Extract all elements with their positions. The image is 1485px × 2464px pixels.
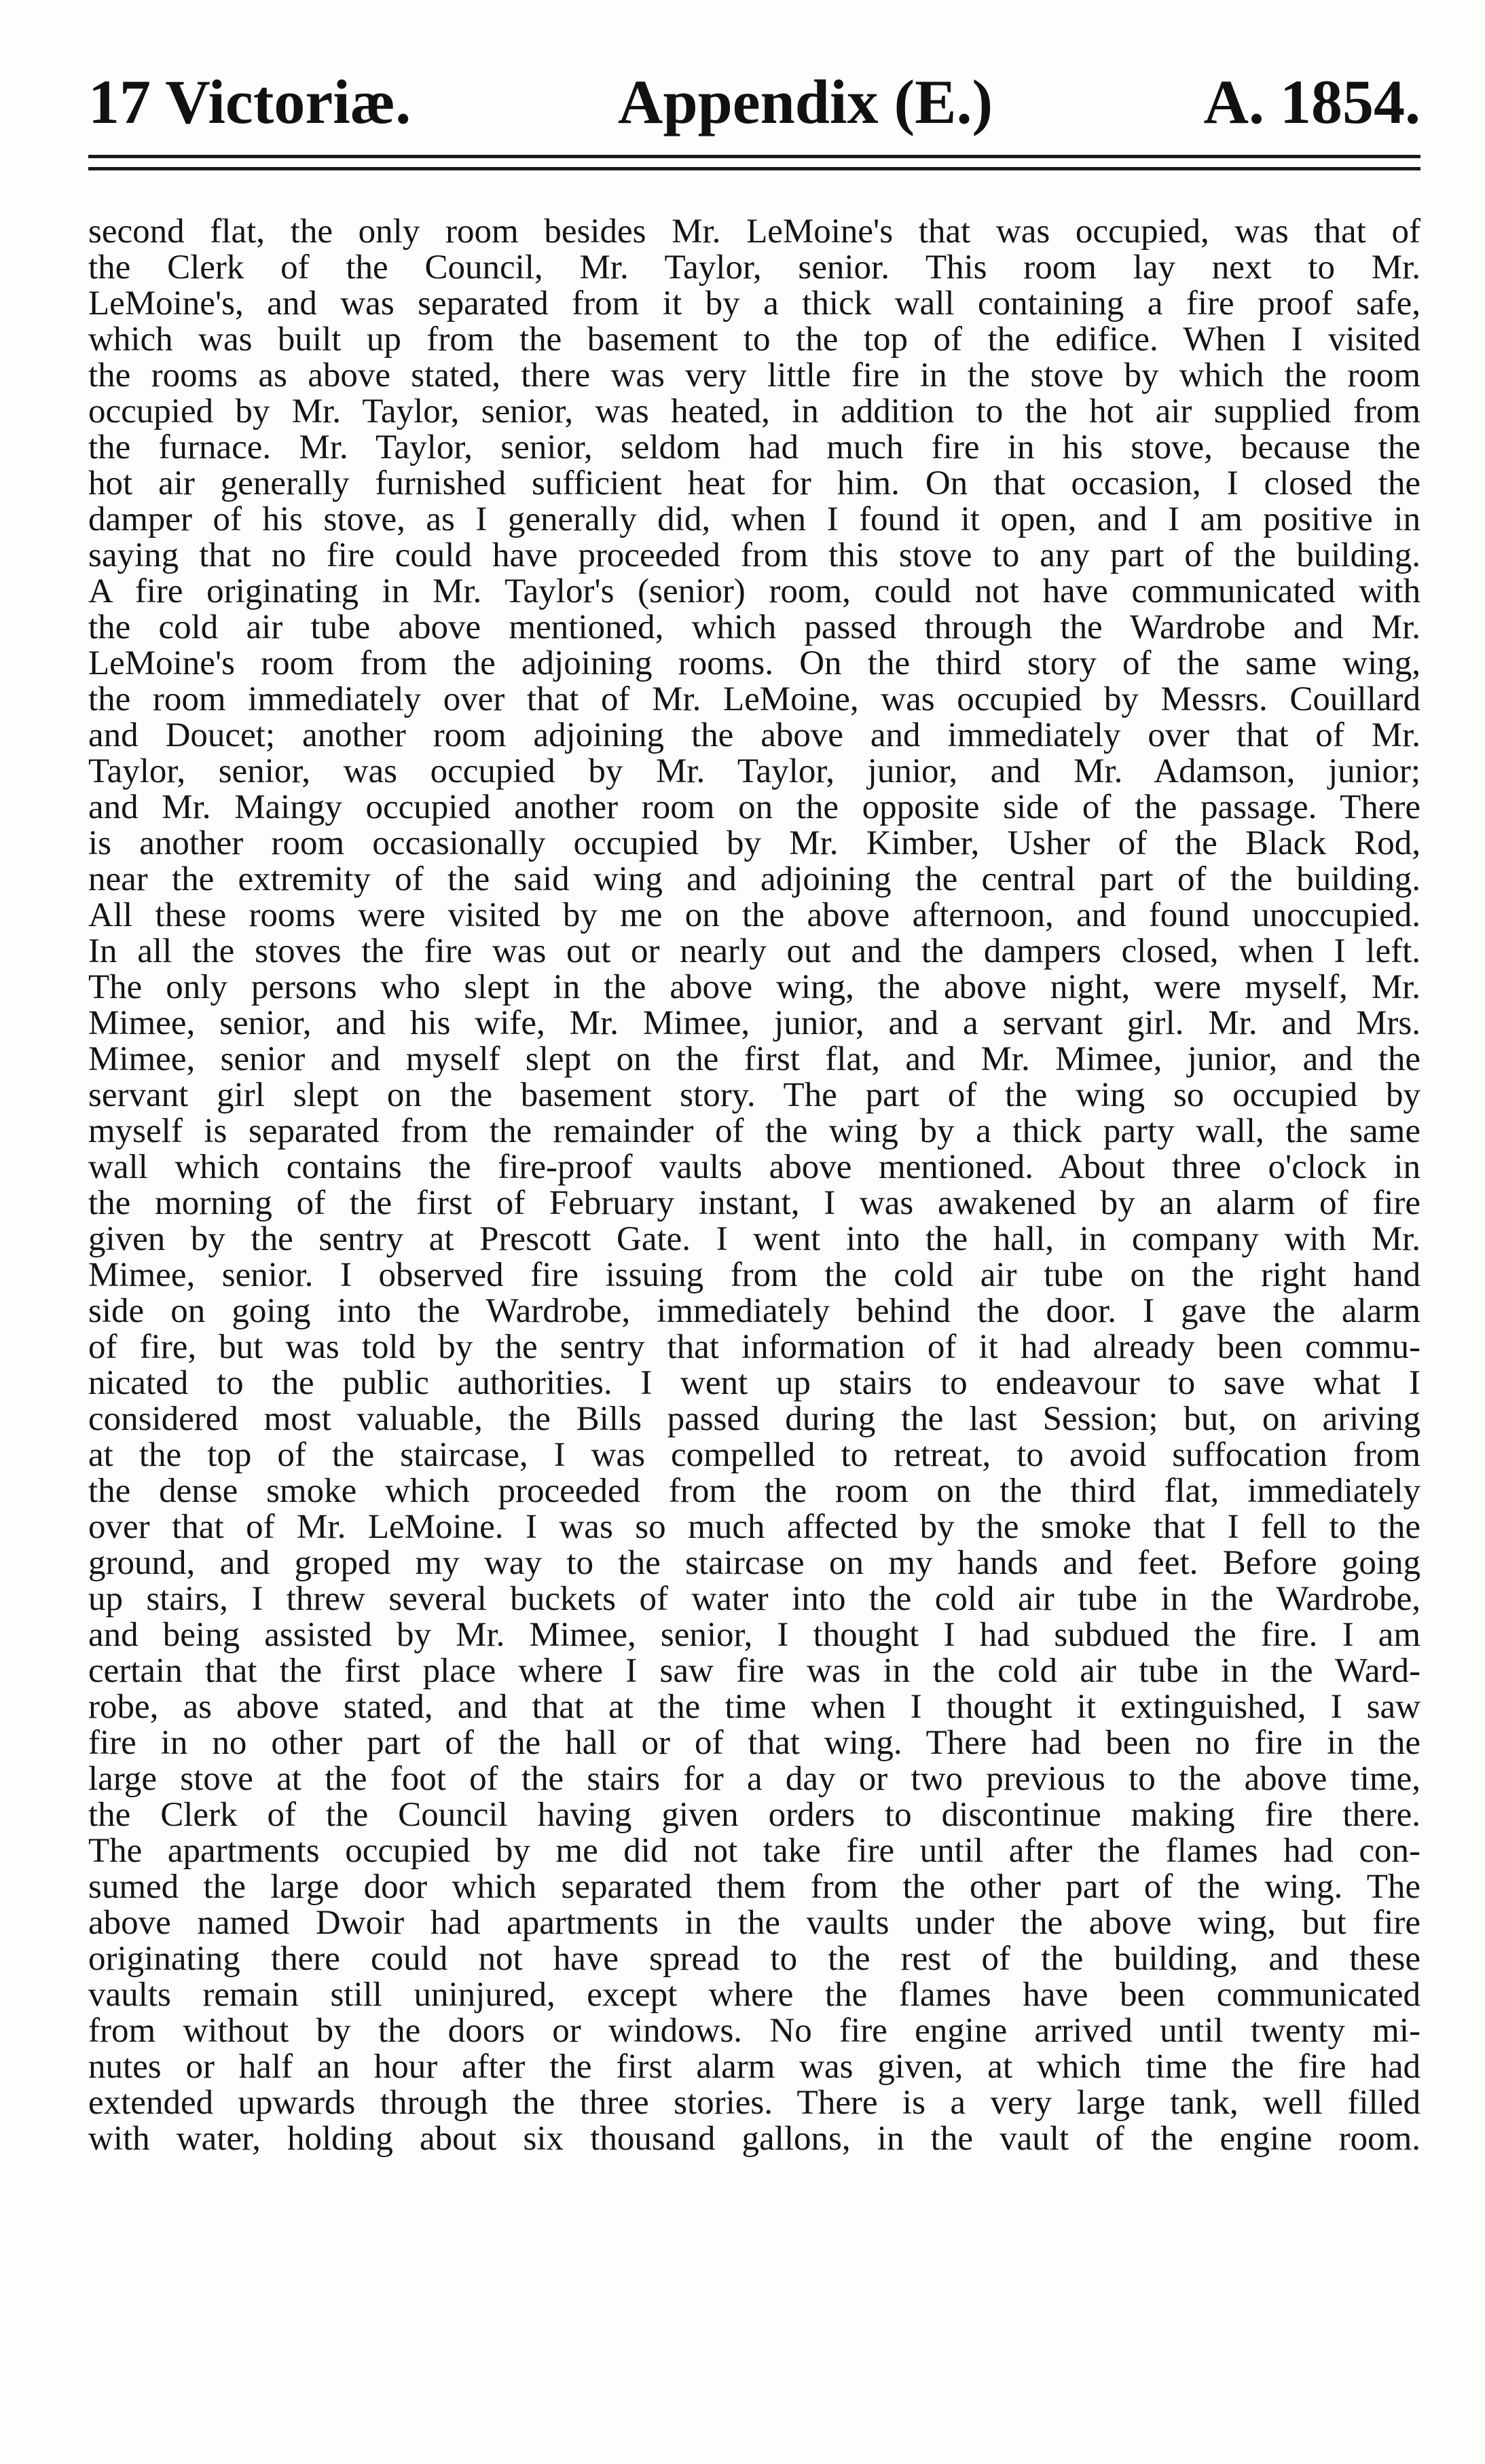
text-line: Mimee, senior and myself slept on the first flat, and Mr. Mimee, junior, and the bbox=[88, 1040, 1420, 1078]
text-line: the cold air tube above mentioned, which passed through the Wardrobe and Mr. bbox=[88, 608, 1420, 646]
header-appendix-title: Appendix (E.) bbox=[618, 67, 993, 136]
text-line: and Mr. Maingy occupied another room on the opposite side of the passage. There bbox=[88, 788, 1420, 826]
text-line: large stove at the foot of the stairs for a day or two previous to the above time, bbox=[88, 1760, 1420, 1798]
text-line: with water, holding about six thousand gallons, in the vault of the engine room. bbox=[88, 2120, 1420, 2158]
text-line: the dense smoke which proceeded from the room on the third flat, immediately bbox=[88, 1472, 1420, 1510]
text-line: Mimee, senior, and his wife, Mr. Mimee, junior, and a servant girl. Mr. and Mrs. bbox=[88, 1004, 1420, 1042]
text-line: myself is separated from the remainder of the wing by a thick party wall, the same bbox=[88, 1112, 1420, 1150]
text-line: of fire, but was told by the sentry that information of it had already been commu- bbox=[88, 1328, 1420, 1366]
text-line: the morning of the first of February instant, I was awakened by an alarm of fire bbox=[88, 1184, 1420, 1222]
text-line: considered most valuable, the Bills passed during the last Session; but, on ariving bbox=[88, 1400, 1420, 1438]
text-line: vaults remain still uninjured, except where the flames have been communicated bbox=[88, 1976, 1420, 2014]
text-line: ground, and groped my way to the staircase on my hands and feet. Before going bbox=[88, 1544, 1420, 1582]
text-line: from without by the doors or windows. No fire engine arrived until twenty mi- bbox=[88, 2012, 1420, 2050]
body-text bbox=[88, 214, 1420, 2157]
text-line: All these rooms were visited by me on the above afternoon, and found unoccupied. bbox=[88, 896, 1420, 934]
running-header bbox=[88, 65, 1420, 139]
text-line: certain that the first place where I saw fire was in the cold air tube in the Ward- bbox=[88, 1652, 1420, 1690]
text-line: which was built up from the basement to the top of the edifice. When I visited bbox=[88, 320, 1420, 358]
text-line: nicated to the public authorities. I went up stairs to endeavour to save what I bbox=[88, 1364, 1420, 1402]
text-line: sumed the large door which separated them from the other part of the wing. The bbox=[88, 1868, 1420, 1906]
text-line: The apartments occupied by me did not take fire until after the flames had con- bbox=[88, 1832, 1420, 1870]
header-rule-top bbox=[88, 155, 1420, 158]
text-line: occupied by Mr. Taylor, senior, was heated, in addition to the hot air supplied from bbox=[88, 392, 1420, 430]
text-line: second flat, the only room besides Mr. LeMoine's that was occupied, was that of bbox=[88, 213, 1420, 251]
text-line: above named Dwoir had apartments in the vaults under the above wing, but fire bbox=[88, 1904, 1420, 1942]
text-line: A fire originating in Mr. Taylor's (senior) room, could not have communicated with bbox=[88, 572, 1420, 610]
text-line: the room immediately over that of Mr. LeMoine, was occupied by Messrs. Couillard bbox=[88, 680, 1420, 718]
text-line: Taylor, senior, was occupied by Mr. Taylor, junior, and Mr. Adamson, junior; bbox=[88, 752, 1420, 790]
text-line: over that of Mr. LeMoine. I was so much affected by the smoke that I fell to the bbox=[88, 1508, 1420, 1546]
text-line: the furnace. Mr. Taylor, senior, seldom had much fire in his stove, because the bbox=[88, 428, 1420, 466]
text-line: nutes or half an hour after the first alarm was given, at which time the fire had bbox=[88, 2048, 1420, 2086]
text-line: The only persons who slept in the above wing, the above night, were myself, Mr. bbox=[88, 968, 1420, 1006]
text-line: given by the sentry at Prescott Gate. I went into the hall, in company with Mr. bbox=[88, 1220, 1420, 1258]
text-line: at the top of the staircase, I was compelled to retreat, to avoid suffocation from bbox=[88, 1436, 1420, 1474]
text-line: hot air generally furnished sufficient heat for him. On that occasion, I closed the bbox=[88, 464, 1420, 502]
text-line: extended upwards through the three stories. There is a very large tank, well filled bbox=[88, 2084, 1420, 2122]
text-line: Mimee, senior. I observed fire issuing from the cold air tube on the right hand bbox=[88, 1256, 1420, 1294]
text-line: the Clerk of the Council, Mr. Taylor, senior. This room lay next to Mr. bbox=[88, 249, 1420, 287]
text-line: and being assisted by Mr. Mimee, senior, I thought I had subdued the fire. I am bbox=[88, 1616, 1420, 1654]
header-year: A. 1854. bbox=[1203, 67, 1420, 136]
text-line: fire in no other part of the hall or of that wing. There had been no fire in the bbox=[88, 1724, 1420, 1762]
text-line: damper of his stove, as I generally did, when I found it open, and I am positive in bbox=[88, 500, 1420, 538]
text-line: robe, as above stated, and that at the time when I thought it extinguished, I saw bbox=[88, 1688, 1420, 1726]
text-line: originating there could not have spread to the rest of the building, and these bbox=[88, 1940, 1420, 1978]
text-line: LeMoine's room from the adjoining rooms. On the third story of the same wing, bbox=[88, 644, 1420, 682]
text-line: side on going into the Wardrobe, immediately behind the door. I gave the alarm bbox=[88, 1292, 1420, 1330]
text-line: the rooms as above stated, there was very little fire in the stove by which the room bbox=[88, 356, 1420, 394]
text-line: the Clerk of the Council having given orders to discontinue making fire there. bbox=[88, 1796, 1420, 1834]
text-line: wall which contains the fire-proof vaults above mentioned. About three o'clock in bbox=[88, 1148, 1420, 1186]
text-line: and Doucet; another room adjoining the above and immediately over that of Mr. bbox=[88, 716, 1420, 754]
text-line: LeMoine's, and was separated from it by a thick wall containing a fire proof safe, bbox=[88, 284, 1420, 323]
text-line: near the extremity of the said wing and adjoining the central part of the building. bbox=[88, 860, 1420, 898]
text-line: is another room occasionally occupied by Mr. Kimber, Usher of the Black Rod, bbox=[88, 824, 1420, 862]
text-line: up stairs, I threw several buckets of water into the cold air tube in the Wardrobe, bbox=[88, 1580, 1420, 1618]
text-line: servant girl slept on the basement story. The part of the wing so occupied by bbox=[88, 1076, 1420, 1114]
text-line: saying that no fire could have proceeded from this stove to any part of the building. bbox=[88, 536, 1420, 574]
header-regnal-year: 17 Victoriæ. bbox=[88, 67, 411, 136]
text-line: In all the stoves the fire was out or nearly out and the dampers closed, when I left. bbox=[88, 932, 1420, 970]
header-rule-bottom bbox=[88, 167, 1420, 170]
